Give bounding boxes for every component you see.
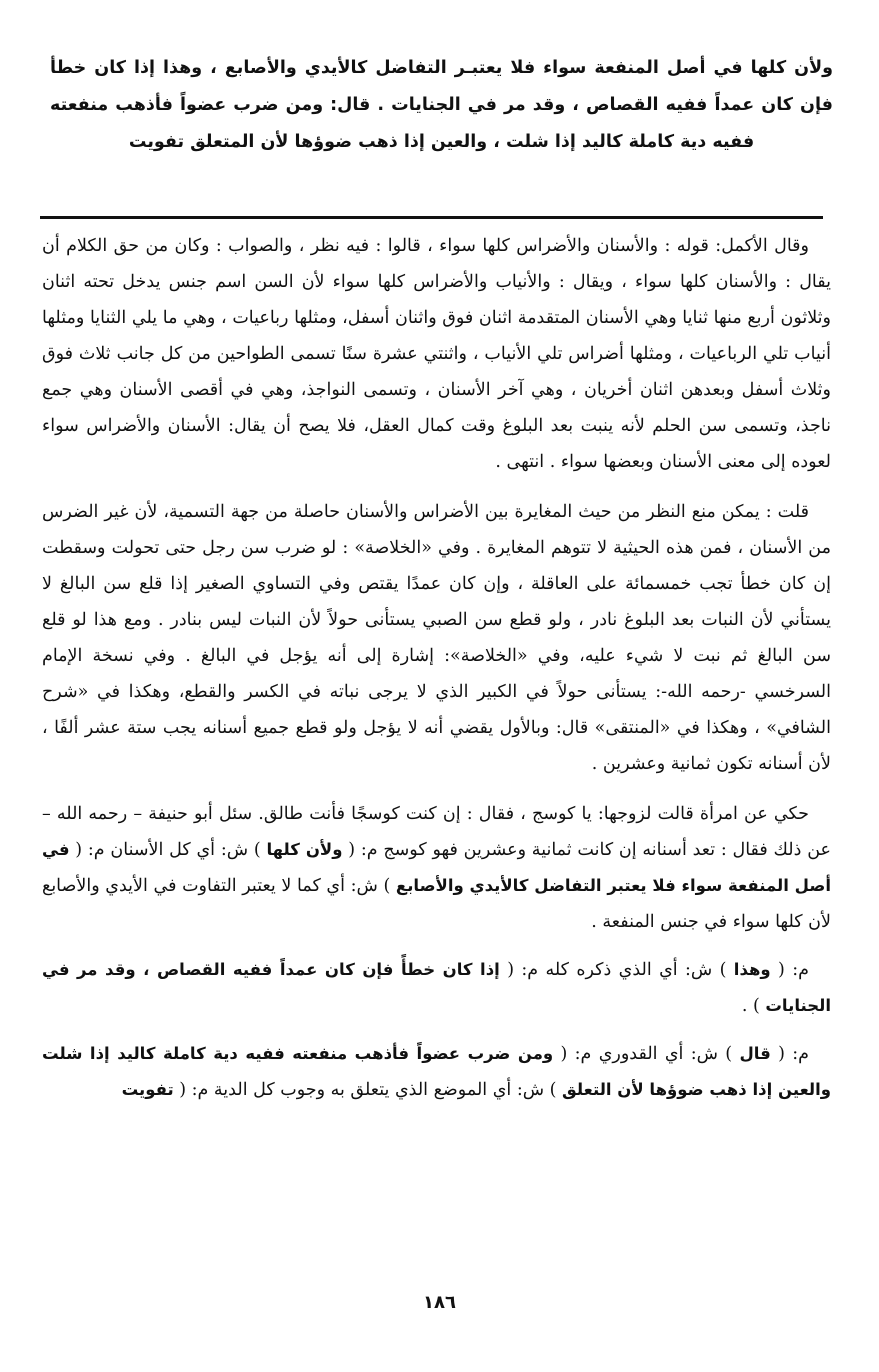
plain-text: حكي عن امرأة قالت لزوجها: يا كوسج ، فقال : إن كنت كوسجًا فأنت طالق. سئل أبو حنيفة – رحمه الله – عن ذلك فقال : تعد أسنانه إن كانت ثمانية وعشرين فهو كوسج م: ( [42,804,831,860]
plain-text: م: ( [778,960,809,980]
plain-text: ) ش: أي القدوري م: ( [560,1044,733,1064]
plain-text: ) ش: أي الذي ذكره كله م: ( [507,960,727,980]
bold-quote: إذا كان خطأً فإن كان عمداً ففيه القصاص ، وقد مر في الجنايات [42,960,831,1015]
separator-rule [40,216,823,219]
bold-quote: تفويت [121,1080,174,1099]
commentary-paragraph-wahadha [42,952,831,1024]
commentary-paragraph-qultu: قلت : يمكن منع النظر من حيث المغايرة بين الأضراس والأسنان حاصلة من جهة التسمية، لأن غير الضرس من الأسنان ، فمن هذه الحيثية لا تتوهم المغايرة . وفي «الخلاصة» : لو ضرب سن رجل حتى تحولت وسقطت إن كان خطأ تجب خمسمائة على العاقلة ، وإن كان عمدًا يقتص وفي التساوي الصغير إذا قلع سن البالغ لا يستأني لأن النبات بعد البلوغ نادر ، ولو قطع سن الصبي يستأنى حولاً لأن النبات ليس بنادر . ومع هذا لو قلع سن البالغ ثم نبت لا شيء عليه، وفي «الخلاصة»: إشارة إلى أنه يؤجل في البالغ . وفي نسخة الإمام السرخسي -رحمه الله-: يستأنى حولاً في الكبير الذي لا يرجى نباته في الكسر والقطع، وهكذا في «شرح الشافي» ، وهكذا في «المنتقى» قال: وبالأول يقضي أنه لا يؤجل ولو قطع جميع أسنانه يجب ستة عشر ألفًا ، لأن أسنانه تكون ثمانية وعشرين . [42,502,831,774]
bold-quote: قال [739,1044,771,1063]
page-number: ١٨٦ [423,1292,456,1313]
plain-text: ) . [741,996,760,1016]
bold-quote: ومن ضرب عضواً فأذهب منفعته ففيه دية كاملة كاليد إذا شلت والعين إذا ذهب ضوؤها لأن التعلق [42,1044,831,1099]
commentary-paragraph-akmal: وقال الأكمل: قوله : والأسنان والأضراس كلها سواء ، قالوا : فيه نظر ، والصواب : وكان من حق الكلام أن يقال : والأسنان كلها سواء ، ويقال : والأنياب والأضراس كلها سواء لأن السن اسم جنس يدخل تحته اثنان وثلاثون أربع منها ثنايا وهي الأسنان المتقدمة اثنان فوق واثنان أسفل، ومثلها رباعيات ، وهي ما يلي الثنايا ومثلها أنياب تلي الرباعيات ، ومثلها أضراس تلي الأنياب ، واثنتي عشرة سنًا تسمى الطواحين من كل جانب ثلاث فوق وثلاث أسفل وبعدهن اثنان أخريان ، وهي آخر الأسنان ، وتسمى النواجذ، وهي في أقصى الأسنان وهي جمع ناجذ، وتسمى سن الحلم لأنه ينبت بعد البلوغ وقت كمال العقل، فلا يصح أن يقال: الأسنان والأضراس سواء لعوده إلى معنى الأسنان وبعضها سواء . انتهى . [42,236,831,472]
bold-quote: في أصل المنفعة سواء فلا يعتبر التفاضل كالأيدي والأصابع [42,840,831,895]
commentary-paragraph-kawsaj [42,796,831,940]
main-text-block: ولأن كلها في أصل المنفعة سواء فلا يعتبـر التفاضل كالأيدي والأصابع ، وهذا إذا كان خطأ فإن كان عمداً ففيه القصاص ، وقد مر في الجنايات . قال: ومن ضرب عضواً فأذهب منفعته ففيه دية كاملة كاليد إذا شلت ، والعين إذا ذهب ضوؤها لأن المتعلق تفويت [50,58,833,152]
bold-quote: ولأن كلها [266,840,343,859]
commentary-block [42,228,831,1120]
plain-text: م: ( [778,1044,809,1064]
commentary-paragraph-qala [42,1036,831,1108]
plain-text: ) ش: أي كل الأسنان م: ( [75,840,261,860]
bold-quote: وهذا [733,960,771,979]
plain-text: ) ش: أي كما لا يعتبر التفاوت في الأيدي والأصابع لأن كلها سواء في جنس المنفعة . [42,876,831,932]
plain-text: ) ش: أي الموضع الذي يتعلق به وجوب كل الدية م: ( [179,1080,557,1100]
